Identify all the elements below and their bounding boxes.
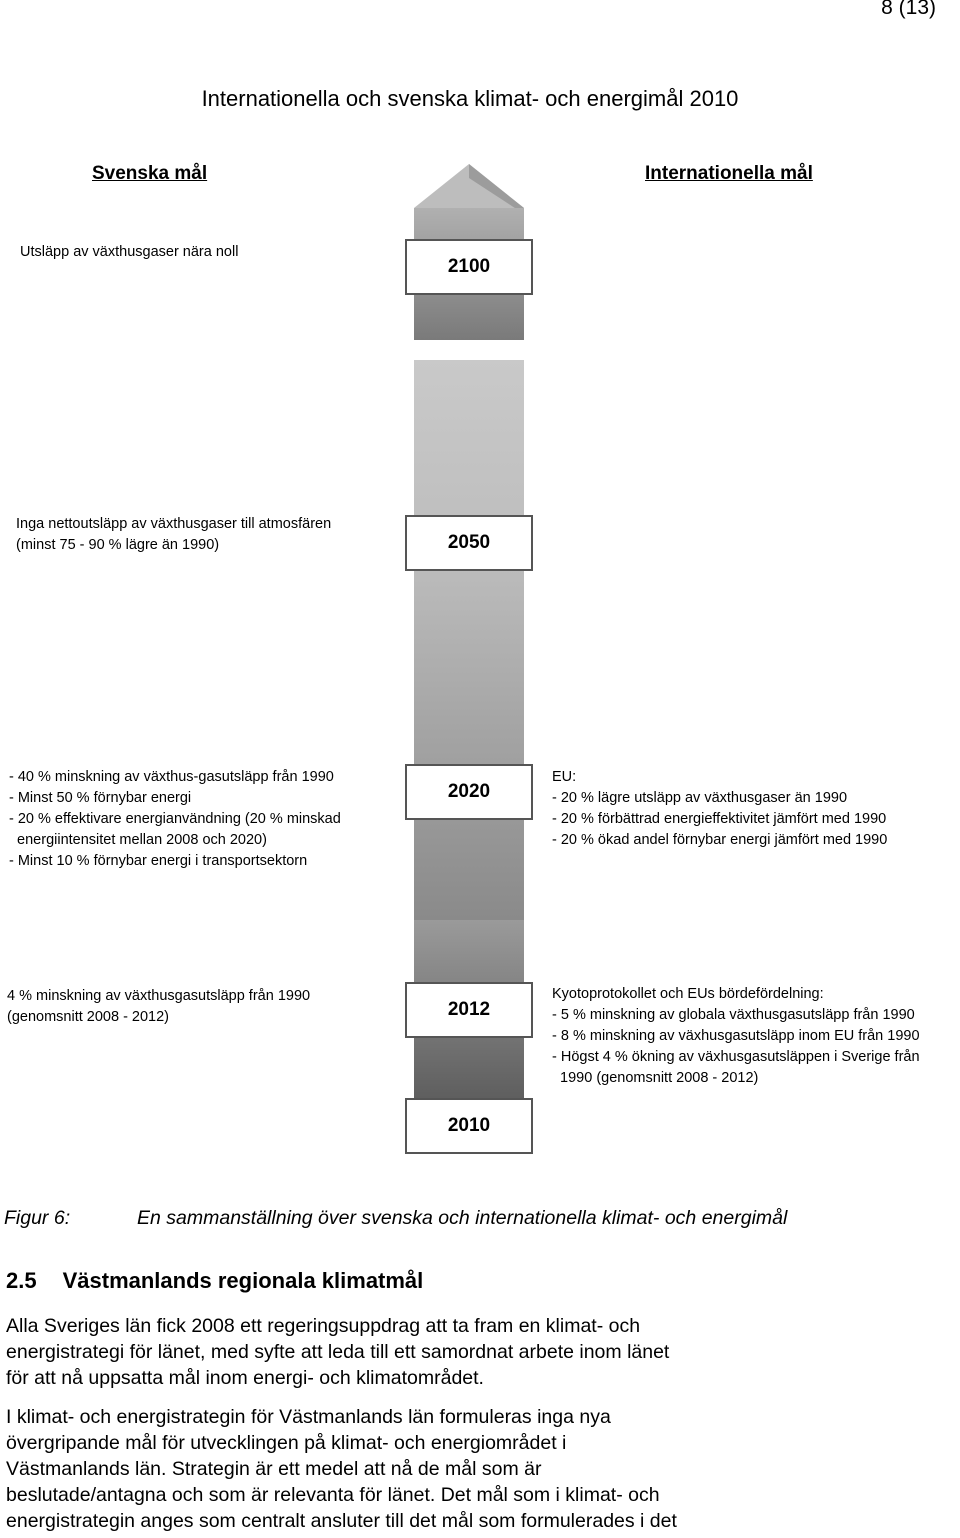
figure-caption-text: En sammanställning över svenska och internationella klimat- och energimål [137,1207,788,1229]
year-box-2100: 2100 [405,239,533,295]
international-goal-2012: Kyotoprotokollet och EUs bördefördelning: - 5 % minskning av globala växthusgasutsläpp från 1990 - 8 % minskning av växhusgasutsläpp inom EU från 1990 - Högst 4 % ökning av växhusgasutsläppen i Sverige från 1990 (genomsnitt 2008 - 2012) [552,986,920,1086]
page-number: 8 (13) [881,0,936,19]
swedish-goal-2012: 4 % minskning av växthusgasutsläpp från 1990 (genomsnitt 2008 - 2012) [7,988,311,1025]
swedish-goal-2050: Inga nettoutsläpp av växthusgaser till atmosfären (minst 75 - 90 % lägre än 1990) [16,516,332,553]
international-goals-heading: Internationella mål [645,163,813,184]
year-box-2012: 2012 [405,982,533,1038]
arrow-middle-section [414,360,524,920]
figure-title: Internationella och svenska klimat- och energimål 2010 [201,86,739,111]
swedish-goals-heading: Svenska mål [92,163,208,184]
year-box-2050: 2050 [405,515,533,571]
section-number: 2.5 [6,1268,37,1293]
year-box-2010: 2010 [405,1098,533,1154]
swedish-goal-2100: Utsläpp av växthusgaser nära noll [20,244,239,260]
paragraph: I klimat- och energistrategin för Västmanlands län formuleras inga nya övergripande mål för utvecklingen på klimat- och energiområdet i Västmanlands län. Strategin är ett medel att nå de mål som är beslutade/antagna och som är relevanta för länet. Det mål som i klimat- och energistrategin anges som centralt ansluter till det mål som formulerades i det [6,1406,677,1532]
year-box-2020: 2020 [405,764,533,820]
swedish-goal-2020: - 40 % minskning av växthus-gasutsläpp från 1990 - Minst 50 % förnybar energi - 20 % effektivare energianvändning (20 % minskad energiintensitet mellan 2008 och 2020) - Minst 10 % förnybar energi i transportsektorn [9,769,341,869]
international-goal-2020: EU: - 20 % lägre utsläpp av växthusgaser än 1990 - 20 % förbättrad energieffektivitet jämfört med 1990 - 20 % ökad andel förnybar energi jämfört med 1990 [552,769,888,848]
figure-caption-label: Figur 6: [4,1207,71,1229]
timeline-break [414,350,524,354]
section-heading [6,1268,423,1294]
paragraph: Alla Sveriges län fick 2008 ett regeringsuppdrag att ta fram en klimat- och energistrategi för länet, med syfte att leda till ett samordnat arbete inom länet för att nå uppsatta mål inom energi- och klimatområdet. [6,1315,670,1389]
timeline-break [414,340,524,346]
section-title: Västmanlands regionala klimatmål [62,1268,424,1293]
